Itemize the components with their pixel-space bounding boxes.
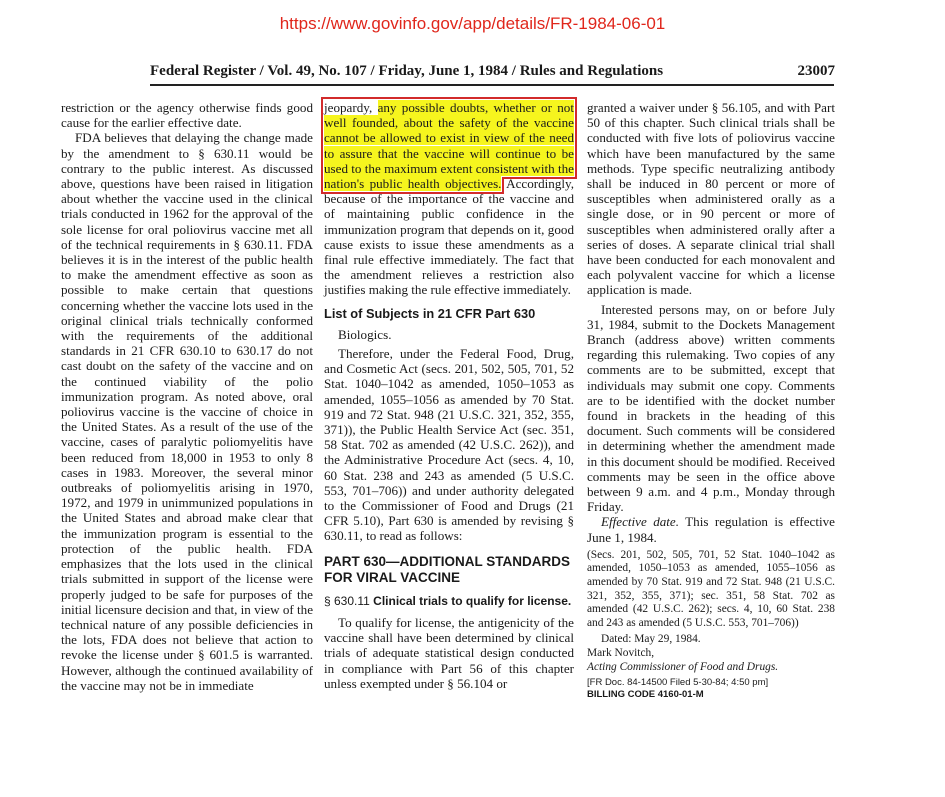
authority-citation: (Secs. 201, 502, 505, 701, 52 Stat. 1040–1042 as amended, 1050–1053 as amended, 1055–1056 as amended by 70 Stat. 919 and 72 Stat. 948 (21 U.S.C. 321, 352, 355, 371); sec. 351, 58 Stat. 702 as amended (42 U.S.C. 262); secs. 4, 10, 60 Stat. 238 and 243 as amended (5 U.S.C. 553, 701–706)) [587,548,835,629]
list-of-subjects-heading: List of Subjects in 21 CFR Part 630 [324,305,536,321]
effective-date-label: Effective date. [601,514,680,530]
boxed-lead-text: jeopardy, [324,100,378,115]
dated-line: Dated: May 29, 1984. [601,633,701,646]
part-heading: PART 630—ADDITIONAL STANDARDS FOR VIRAL VACCINE [324,553,571,585]
column-3 [587,100,835,701]
list-of-subjects-item: Biologics. [338,326,392,342]
col2-paragraph-1-rest: Accordingly, because of the importance of the vaccine and of maintaining public confidence in the immunization program that depends on it, good cause exists to issue these amendments as a final rule effective immediately. The fact that the amendment relieves a restriction also justifies making the rule effective immediately. [324,176,574,298]
section-number: § 630.11 [324,593,370,608]
page-header [150,63,835,81]
col3-paragraph-1: granted a waiver under § 56.105, and with Part 50 of this chapter. Such clinical trials shall be conducted with five lots of poliovirus vaccine which have been manufactured by the same methods. Type specific neutralizing antibody shall be induced in 80 percent or more of susceptibles when administered orally as a single dose, or in 90 percent or more of susceptibles when administered orally after a series of doses. A separate clinical trial shall have been conducted for each monovalent and each polyvalent vaccine for which a license application is made. [587,100,835,298]
col2-paragraph-3: To qualify for license, the antigenicity of the vaccine shall have been determined by clinical trials of adequate statistical design conducted in compliance with Part 56 of this chapter unless exempted under § 56.104 or [324,614,574,691]
col3-paragraph-2: Interested persons may, on or before July 31, 1984, submit to the Dockets Management Branch (address above) written comments regarding this rulemaking. Two copies of any comments are to be submitted, except that individuals may submit one copy. Comments are to be identified with the docket number found in brackets in the heading of this document. Such comments will be considered in determining whether the amendment made in this document should be modified. Received comments may be seen in the office above between 9 a.m. and 4 p.m., Monday through Friday. [587,301,835,515]
page-number: 23007 [797,63,835,79]
effective-date [587,514,835,544]
highlighted-passage: any possible doubts, whether or not well founded, about the safety of the vaccine cannot be allowed to exist in view of the need to assure that the vaccine will continue to be used to the maximum extent consistent with the nation's public health objectives. [324,100,574,192]
column-2 [324,100,574,691]
col2-paragraph-2: Therefore, under the Federal Food, Drug, and Cosmetic Act (secs. 201, 502, 505, 701, 52 Stat. 1040–1042 as amended, 1050–1053 as amended, 1055–1056 as amended by 70 Stat. 919 and 72 Stat. 948 (21 U.S.C. 321, 352, 355, 371)), the Public Health Service Act (sec. 351, 58 Stat. 702 as amended (42 U.S.C. 262)), and the Administrative Procedure Act (secs. 4, 10, 60 Stat. 238 and 243 as amended (5 U.S.C. 553, 701–706)) and under authority delegated to the Commissioner of Food and Drugs (21 CFR 5.10), Part 630 is amended by revising § 630.11, to read as follows: [324,346,574,544]
col1-paragraph-2: FDA believes that delaying the change made by the amendment to § 630.11 would be contrary to the public interest. As discussed above, questions have been raised in litigation about whether the vaccine used in the clinical trials conducted in 1962 for the approval of the sole license for oral poliovirus vaccine met all of the technical requirements in § 630.11. FDA believes it is in the interest of the public health to make the amendment effective as soon as possible to make certain that questions concerning whether the vaccine lots used in the original clinical trials technically conformed with the requirements of the additional standards in 21 CFR 630.10 to 630.17 do not cast doubt on the safety of the vaccine and on the continued viability of the polio immunization program. As noted above, oral poliovirus vaccine is the vaccine of choice in the United States. As a result of the use of the vaccine, cases of paralytic poliomyelitis have been reduced from 18,000 in 1953 to only 8 cases in 1983. Moreover, the several minor outbreaks of poliomyelitis arising in 1970, 1972, and 1979 in unimmunized populations in the United States and abroad make clear that the immunization program is essential to the protection of the public health. FDA emphasizes that the lots used in the clinical trials submitted in support of the license were properly judged to be safe for purposes of the initial licensure decision and that, in view of the technical nature of any possible deficiencies in the lots, FDA does not believe that action to revoke the license under § 601.5 is warranted. However, although the continued availability of the vaccine may not be in immediate [61,130,313,693]
col1-paragraph-1: restriction or the agency otherwise finds good cause for the earlier effective date. [61,100,313,131]
billing-code: BILLING CODE 4160-01-M [587,689,704,701]
section-heading [324,594,574,609]
fr-doc-line: [FR Doc. 84-14500 Filed 5-30-84; 4:50 pm] [587,677,769,689]
header-rule [150,84,834,86]
signer-name: Mark Novitch, [587,647,655,660]
source-url: https://www.govinfo.gov/app/details/FR-1984-06-01 [279,14,666,33]
signer-title: Acting Commissioner of Food and Drugs. [587,660,779,673]
column-1 [61,100,313,693]
effective-date-text: This regulation is effective June 1, 1984. [587,514,835,545]
section-title: Clinical trials to qualify for license. [373,593,572,608]
col2-paragraph-1 [324,100,574,298]
running-head: Federal Register / Vol. 49, No. 107 / Friday, June 1, 1984 / Rules and Regulations [150,63,664,79]
